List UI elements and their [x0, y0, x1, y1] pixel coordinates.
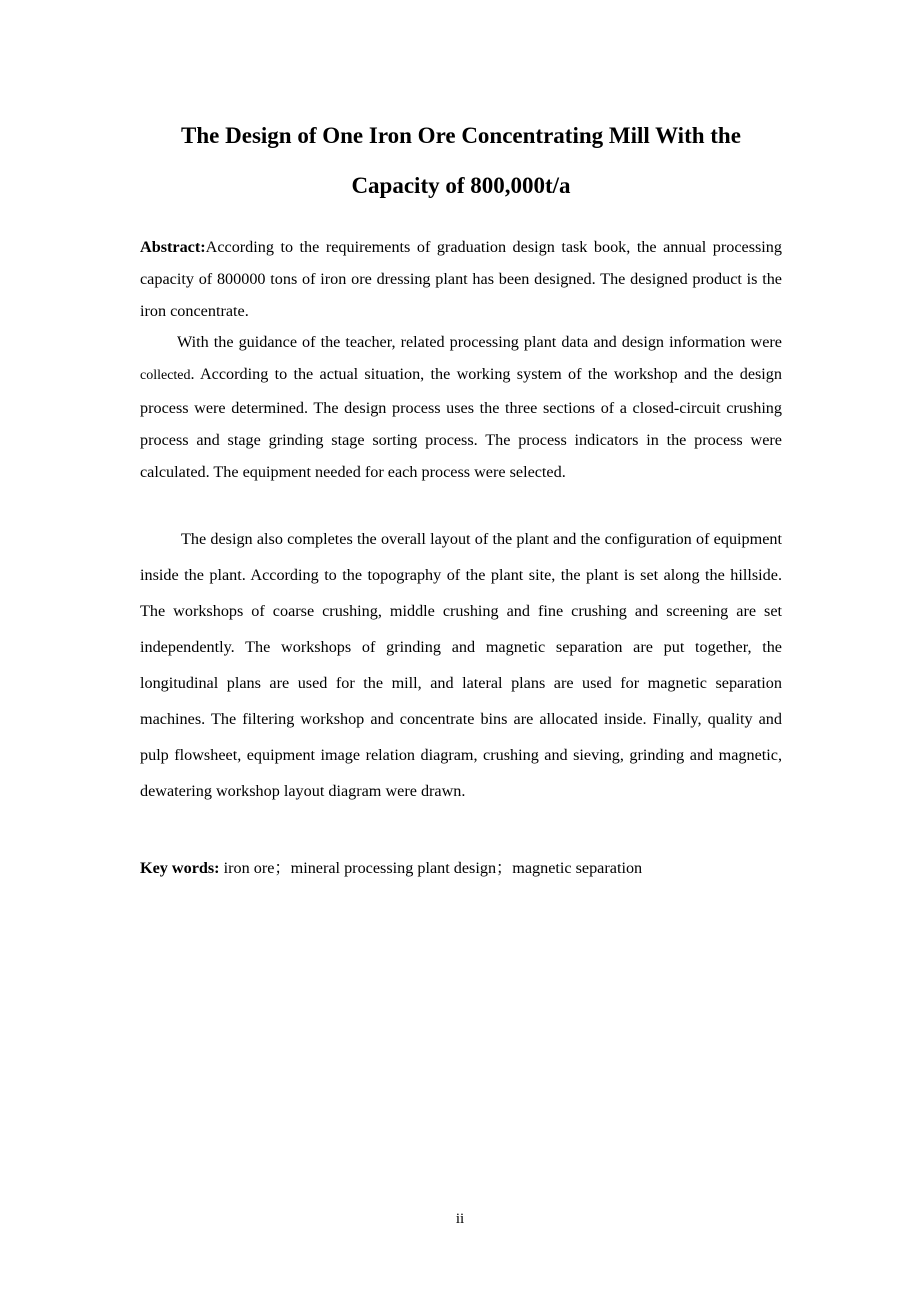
- abstract-label: Abstract:: [140, 238, 206, 256]
- paragraph-2-text-end: . According to the actual situation, the working system of the workshop and the design process were determined. The design process uses the three sections of a closed-circuit crushing process and stage grinding stage sorting process. The process indicators in the process were calculated. The equipment needed for each process were selected.: [140, 365, 782, 481]
- title-line-2: Capacity of 800,000t/a: [351, 173, 571, 198]
- paragraph-2-text-start: With the guidance of the teacher, related processing plant data and design information were: [177, 333, 782, 351]
- body-paragraph-3: The design also completes the overall layout of the plant and the configuration of equipment inside the plant. According to the topography of the plant site, the plant is set along the hillside. The workshops of coarse crushing, middle crushing and fine crushing and screening are set independently. The workshops of grinding and magnetic separation are put together, the longitudinal plans are used for the mill, and lateral plans are used for magnetic separation machines. The filtering workshop and concentrate bins are allocated inside. Finally, quality and pulp flowsheet, equipment image relation diagram, crushing and sieving, grinding and magnetic, dewatering workshop layout diagram were drawn.: [140, 530, 782, 800]
- paragraph-2-small-word: collected: [140, 368, 191, 383]
- page-number: ii: [455, 1211, 465, 1227]
- abstract-text: According to the requirements of graduation design task book, the annual processing capacity of 800000 tons of iron ore dressing plant has been designed. The designed product is the iron concentrate.: [140, 238, 782, 320]
- keywords-label: Key words:: [140, 859, 220, 877]
- keywords-text: iron ore；mineral processing plant design；magnetic separation: [219, 859, 643, 877]
- body-paragraph-2: [140, 326, 782, 488]
- title-line-1: The Design of One Iron Ore Concentrating Mill With the: [181, 123, 741, 148]
- abstract-paragraph: [140, 231, 782, 327]
- keywords-line: [140, 853, 782, 883]
